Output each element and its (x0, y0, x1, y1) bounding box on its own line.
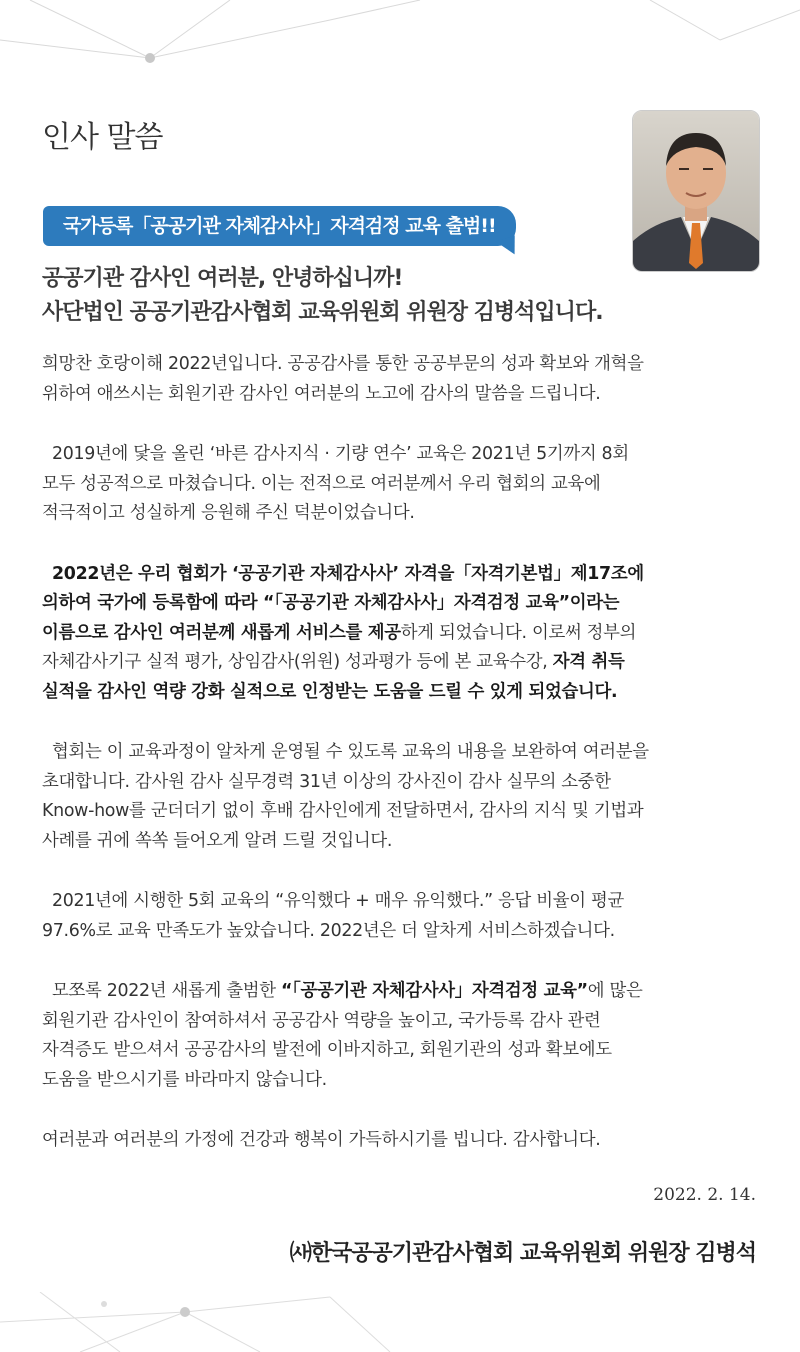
paragraph-line (42, 977, 762, 1007)
message-body (42, 350, 762, 1187)
bold-text: 실적을 감사인 역량 강화 실적으로 인정받는 도움을 드릴 수 있게 되었습니다. (42, 681, 618, 702)
paragraph-line: 초대합니다. 감사원 감사 실무경력 31년 이상의 강사진이 감사 실무의 소중한 (42, 771, 611, 792)
paragraph-line: 사례를 귀에 쏙쏙 들어오게 알려 드릴 것입니다. (42, 830, 393, 851)
paragraph-1 (42, 350, 762, 409)
paragraph-line: 자격증도 받으셔서 공공감사의 발전에 이바지하고, 회원기관의 성과 확보에도 (42, 1040, 612, 1060)
regular-text: 모쪼록 2022년 새롭게 출범한 (52, 981, 281, 1001)
paragraph-line: 적극적이고 성실하게 응원해 주신 덕분이었습니다. (42, 503, 415, 523)
network-pattern-bottom (0, 1292, 800, 1352)
bold-text: “「공공기관 자체감사사」자격검정 교육” (280, 981, 588, 1001)
paragraph-line: 회원기관 감사인이 참여하셔서 공공감사 역량을 높이고, 국가등록 감사 관련 (42, 1010, 601, 1031)
bold-text: 의하여 국가에 등록함에 따라 “「공공기관 자체감사사」자격검정 교육”이라는 (42, 593, 620, 613)
regular-text: 하게 되었습니다. 이로써 정부의 (400, 622, 637, 643)
announcement-banner: 국가등록「공공기관 자체감사사」자격검정 교육 출범!! (43, 206, 516, 246)
paragraph-6 (42, 977, 762, 1095)
paragraph-line: 위하여 애쓰시는 회원기관 감사인 여러분의 노고에 감사의 말씀을 드립니다. (42, 383, 601, 404)
page-title: 인사 말씀 (42, 120, 163, 155)
paragraph-line: 협회는 이 교육과정이 알차게 운영될 수 있도록 교육의 내용을 보완하여 여러분을 (52, 742, 649, 762)
network-pattern-top (0, 0, 800, 70)
paragraph-line: 97.6%로 교육 만족도가 높았습니다. 2022년은 더 알차게 서비스하겠습니다. (42, 920, 615, 941)
paragraph-line (42, 648, 762, 678)
paragraph-line (42, 560, 762, 590)
greeting-heading (42, 262, 603, 330)
paragraph-line: 여러분과 여러분의 가정에 건강과 행복이 가득하시기를 빕니다. 감사합니다. (42, 1130, 601, 1150)
paragraph-line: 희망찬 호랑이해 2022년입니다. 공공감사를 통한 공공부문의 성과 확보와 개혁을 (42, 354, 644, 374)
paragraph-2 (42, 440, 762, 529)
paragraph-line (42, 589, 762, 619)
paragraph-3 (42, 560, 762, 708)
paragraph-line: 2019년에 닻을 올린 ‘바른 감사지식 · 기량 연수’ 교육은 2021년 5기까지 8회 (52, 444, 629, 464)
greeting-line-1: 공공기관 감사인 여러분, 안녕하십니까! (42, 266, 403, 291)
bold-text: 이름으로 감사인 여러분께 새롭게 서비스를 제공 (42, 622, 401, 643)
regular-text: 에 많은 (587, 981, 643, 1001)
paragraph-line: Know-how를 군더더기 없이 후배 감사인에게 전달하면서, 감사의 지식 및 기법과 (42, 801, 644, 821)
paragraph-4 (42, 738, 762, 856)
chairman-portrait (632, 110, 760, 272)
regular-text: 자체감사기구 실적 평가, 상임감사(위원) 성과평가 등에 본 교육수강, (42, 652, 553, 672)
paragraph-line: 도움을 받으시기를 바라마지 않습니다. (42, 1069, 327, 1090)
bold-text: 2022년은 우리 협회가 ‘공공기관 자체감사사’ 자격을「자격기본법」제17조에 (52, 563, 644, 584)
paragraph-line (42, 678, 762, 708)
signature: ㈔한국공공기관감사협회 교육위원회 위원장 김병석 (289, 1241, 756, 1266)
letter-date: 2022. 2. 14. (653, 1185, 756, 1205)
paragraph-line: 2021년에 시행한 5회 교육의 “유익했다 + 매우 유익했다.” 응답 비율이 평균 (52, 891, 625, 911)
bold-text: 자격 취득 (552, 652, 625, 672)
paragraph-line (42, 619, 762, 649)
paragraph-7 (42, 1126, 762, 1156)
paragraph-line: 모두 성공적으로 마쳤습니다. 이는 전적으로 여러분께서 우리 협회의 교육에 (42, 473, 601, 494)
greeting-line-2: 사단법인 공공기관감사협회 교육위원회 위원장 김병석입니다. (42, 300, 603, 325)
paragraph-5 (42, 887, 762, 946)
